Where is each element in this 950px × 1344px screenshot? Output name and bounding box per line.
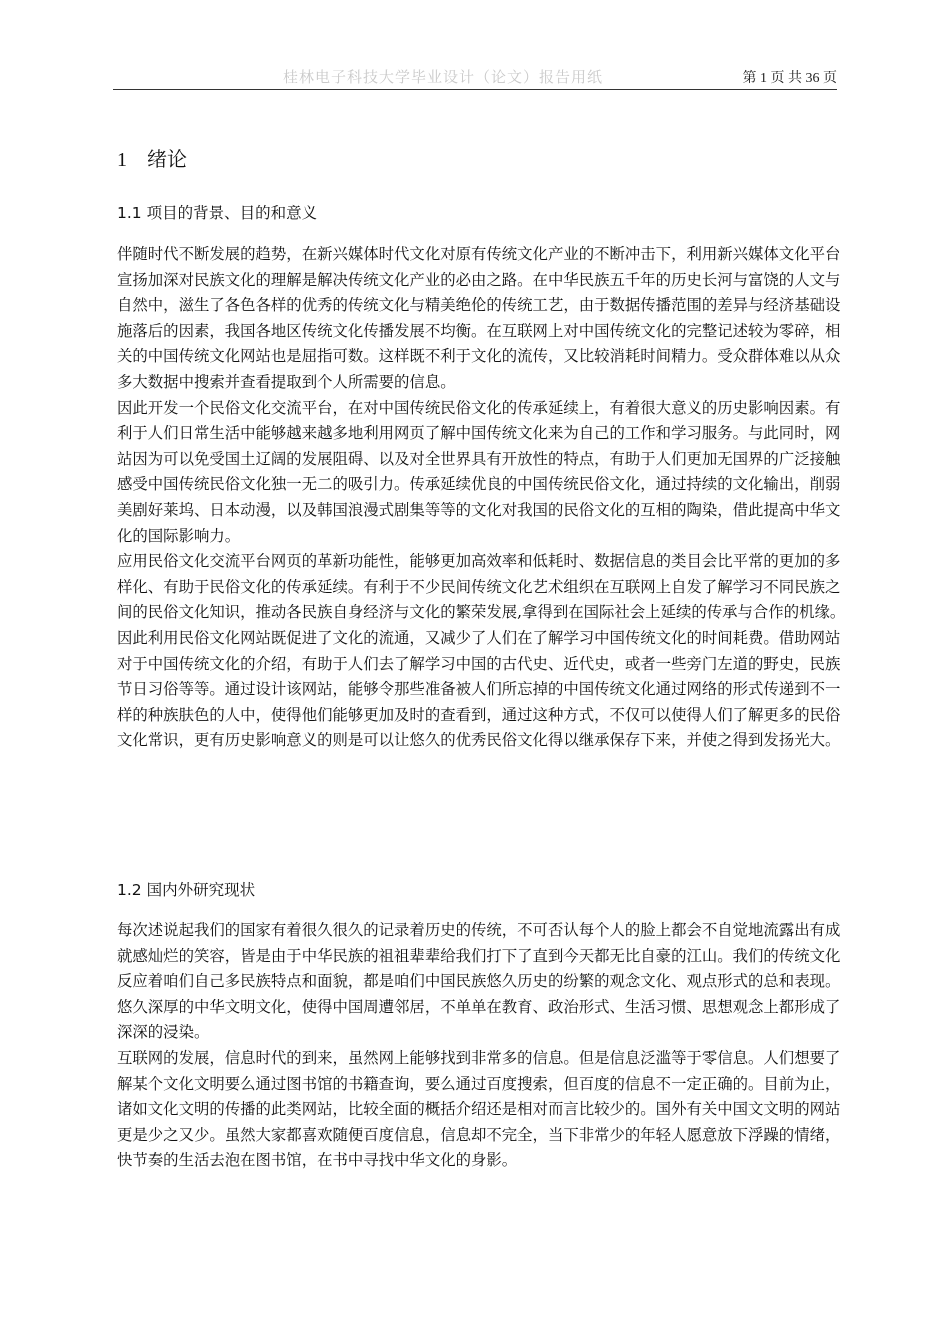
header-divider bbox=[113, 89, 837, 90]
header-page-info: 第 1 页 共 36 页 bbox=[742, 71, 837, 86]
chapter-heading bbox=[117, 143, 187, 172]
section-1-2-body bbox=[117, 918, 847, 1174]
paragraph: 伴随时代不断发展的趋势，在新兴媒体时代文化对原有传统文化产业的不断冲击下，利用新兴媒体文化平台宣扬加深对民族文化的理解是解决传统文化产业的必由之路。在中华民族五千年的历史长河与富饶的人文与自然中，滋生了各色各样的优秀的传统文化与精美绝伦的传统工艺，由于数据传播范围的差异与经济基础设施落后的因素，我国各地区传统文化传播发展不均衡。在互联网上对中国传统文化的完整记述较为零碎，相关的中国传统文化网站也是屈指可数。这样既不利于文化的流传，又比较消耗时间精力。受众群体难以从众多大数据中搜索并查看提取到个人所需要的信息。 bbox=[117, 245, 841, 391]
paragraph: 应用民俗文化交流平台网页的革新功能性，能够更加高效率和低耗时、数据信息的类目会比平常的更加的多样化、有助于民俗文化的传承延续。有利于不少民间传统文化艺术组织在互联网上自发了解学习不同民族之间的民俗文化知识，推动各民族自身经济与文化的繁荣发展,拿得到在国际社会上延续的传承与合作的机缘。因此利用民俗文化网站既促进了文化的流通，又减少了人们在了解学习中国传统文化的时间耗费。借助网站对于中国传统文化的介绍，有助于人们去了解学习中国的古代史、近代史，或者一些旁门左道的野史，民族节日习俗等等。通过设计该网站，能够令那些准备被人们所忘掉的中国传统文化通过网络的形式传递到不一样的种族肤色的人中，使得他们能够更加及时的查看到，通过这种方式，不仅可以使得人们了解更多的民俗文化常识，更有历史影响意义的则是可以让悠久的优秀民俗文化得以继承保存下来，并使之得到发扬光大。 bbox=[117, 552, 846, 750]
chapter-number: 1 bbox=[117, 149, 127, 171]
section-heading-1-1: 1.1 项目的背景、目的和意义 bbox=[117, 204, 318, 222]
chapter-title: 绪论 bbox=[147, 147, 187, 171]
paragraph: 因此开发一个民俗文化交流平台，在对中国传统民俗文化的传承延续上，有着很大意义的历史影响因素。有利于人们日常生活中能够越来越多地利用网页了解中国传统文化来为自己的工作和学习服务。与此同时，网站因为可以免受国土辽阔的发展阻碍、以及对全世界具有开放性的特点，有助于人们更加无国界的广泛接触感受中国传统民俗文化独一无二的吸引力。传承延续优良的中国传统民俗文化，通过持续的文化输出，削弱美剧好莱坞、日本动漫，以及韩国浪漫式剧集等等的文化对我国的民俗文化的互相的陶染，借此提高中华文化的国际影响力。 bbox=[117, 398, 841, 545]
section-1-1-body bbox=[117, 242, 847, 754]
header-title: 桂林电子科技大学毕业设计（论文）报告用纸 bbox=[283, 68, 604, 86]
section-heading-1-2: 1.2 国内外研究现状 bbox=[117, 881, 256, 899]
paragraph: 互联网的发展，信息时代的到来，虽然网上能够找到非常多的信息。但是信息泛滥等于零信息。人们想要了解某个文化文明要么通过图书馆的书籍查询，要么通过百度搜索，但百度的信息不一定正确的。目前为止，诸如文化文明的传播的此类网站，比较全面的概括介绍还是相对而言比较少的。国外有关中国文文明的网站更是少之又少。虽然大家都喜欢随便百度信息，信息却不完全，当下非常少的年轻人愿意放下浮躁的情绪，快节奏的生活去泡在图书馆，在书中寻找中华文化的身影。 bbox=[117, 1048, 841, 1170]
page-header bbox=[113, 62, 837, 90]
paragraph: 每次述说起我们的国家有着很久很久的记录着历史的传统，不可否认每个人的脸上都会不自觉地流露出有成就感灿烂的笑容，皆是由于中华民族的祖祖辈辈给我们打下了直到今天都无比自豪的江山。我们的传统文化反应着咱们自己多民族特点和面貌，都是咱们中国民族悠久历史的纷繁的观念文化、观点形式的总和表现。悠久深厚的中华文明文化，使得中国周遭邻居，不单单在教育、政治形式、生活习惯、思想观念上都形成了深深的浸染。 bbox=[117, 921, 841, 1042]
